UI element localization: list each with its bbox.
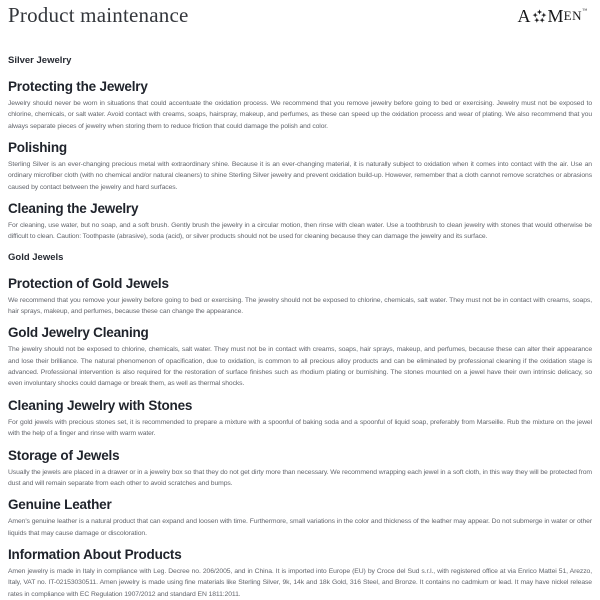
section-gold-jewelry-cleaning (8, 325, 592, 389)
section-cleaning-jewelry-with-stones (8, 398, 592, 440)
heading-cleaning-the-jewelry: Cleaning the Jewelry (8, 201, 139, 217)
section-polishing (8, 140, 592, 193)
body-protection-of-gold-jewels: We recommend that you remove your jewelry before going to bed or exercising. The jewelry should not be exposed to chlorine, chemicals, salt water. They must not be in contact with creams, soaps, hair sprays, makeup, and perfumes, because these can change the appearance. (8, 296, 592, 316)
heading-polishing: Polishing (8, 140, 67, 156)
logo-stars-icon (532, 9, 547, 24)
logo-letter-a: A (517, 6, 531, 26)
heading-storage-of-jewels: Storage of Jewels (8, 447, 120, 463)
heading-protecting-the-jewelry: Protecting the Jewelry (8, 79, 148, 94)
heading-protection-of-gold-jewels: Protection of Gold Jewels (8, 275, 169, 291)
section-storage-of-jewels (8, 448, 592, 490)
body-genuine-leather: Amen's genuine leather is a natural product that can expand and loosen with time. Furthermore, small variations in the color and thickness of the leather may appear. Do not submerge in water or other liquids that may cause damage or discoloration. (8, 518, 592, 537)
brand-logo[interactable] (518, 8, 587, 24)
logo-letter-m: M (547, 6, 564, 26)
section-protection-of-gold-jewels (8, 276, 592, 318)
body-information-about-products: Amen jewelry is made in Italy in compliance with Leg. Decree no. 206/2005, and in China. It is imported into Europe (EU) by Croce del Sud s.r.l., with registered office at via Enrico Mattei 51, Arezzo, Italy, VAT no. IT-02153030511. Amen jewelry is made using fine materials like Sterling Silver, 9k, 14k and 18k Gold, 316 Steel, and Bronze. It contains no cadmium or lead. It may have nickel release rates in compliance with EC Regulation 1907/2012 and standard EN 1811:2011. (8, 567, 592, 598)
section-cleaning-the-jewelry (8, 201, 592, 243)
section-information-about-products (8, 547, 592, 600)
heading-cleaning-jewelry-with-stones: Cleaning Jewelry with Stones (8, 397, 193, 413)
body-storage-of-jewels: Usually the jewels are placed in a drawer or in a jewelry box so that they do not get dirty more than necessary. We recommend wrapping each jewel in a soft cloth, in this way they will be protected from dust and will remain separate from each other to avoid scratches and bumps. (8, 468, 592, 487)
body-polishing: Sterling Silver is an ever-changing precious metal with extraordinary shine. Because it is an ever-changing material, it is naturally subject to oxidation when it comes into contact with the air. Use an ordinary microfiber cloth (with no chemical and/or natural cleaners) to shine Sterling Silver jewelry and prevent oxidation build-up. However, remember that a cloth cannot remove scratches or abrasions caused by contact between the jewelry and hard surfaces. (8, 161, 592, 191)
heading-information-about-products: Information About Products (8, 546, 182, 562)
logo-letters-en: EN (563, 8, 583, 23)
page-header (8, 5, 592, 25)
body-gold-jewelry-cleaning: The jewelry should not be exposed to chlorine, chemicals, salt water. They must not be in contact with creams, soaps, hair sprays, makeup, and perfumes, because these can alter their appearance and lose their brilliance. The natural phenomenon of opacification, due to oxidation, is common to all precious alloy products and can be eliminated by professional cleaning if the oxidation stage is advanced. Professional intervention is also required for the restoration of surface finishes such as rhodium plating or burnishing. The stones mounted on a jewel have their own intrinsic delicacy, so even involuntary shocks could damage or break them, as well as thermal shocks. (8, 346, 592, 388)
body-cleaning-the-jewelry: For cleaning, use water, but no soap, and a soft brush. Gently brush the jewelry in a circular motion, then rinse with clean water. Use a toothbrush to clean jewelry with stones that would otherwise be difficult to clean. Caution: Toothpaste (abrasive), soda (acid), or silver products should not be used for cleaning because they can damage the jewelry and its surface. (8, 222, 592, 241)
body-protecting-the-jewelry: Jewelry should never be worn in situations that could accentuate the oxidation process. We recommend that you remove jewelry before going to bed or exercising. Jewelry must not be exposed to chlorine, chemicals, or salt water. Avoid contact with creams, soaps, hairspray, makeup, and perfumes, as these can speed up the oxidation process and wear of plating. We also recommend that you always separate pieces of jewelry when storing them to reduce friction that could damage the polish and color. (8, 100, 592, 130)
section-genuine-leather (8, 497, 592, 539)
group-label-gold-jewels: Gold Jewels (8, 251, 64, 263)
section-protecting-the-jewelry (8, 79, 592, 132)
logo-trademark-icon: ™ (582, 9, 587, 14)
page-title: Product maintenance (8, 3, 189, 27)
body-cleaning-jewelry-with-stones: For gold jewels with precious stones set, it is recommended to prepare a mixture with a spoonful of baking soda and a spoonful of liquid soap, preferably from Marseille. Rub the mixture on the jewel with the help of a finger and rinse with warm water. (8, 418, 592, 438)
heading-genuine-leather: Genuine Leather (8, 497, 112, 513)
heading-gold-jewelry-cleaning: Gold Jewelry Cleaning (8, 325, 149, 341)
group-label-silver-jewelry: Silver Jewelry (8, 55, 72, 66)
